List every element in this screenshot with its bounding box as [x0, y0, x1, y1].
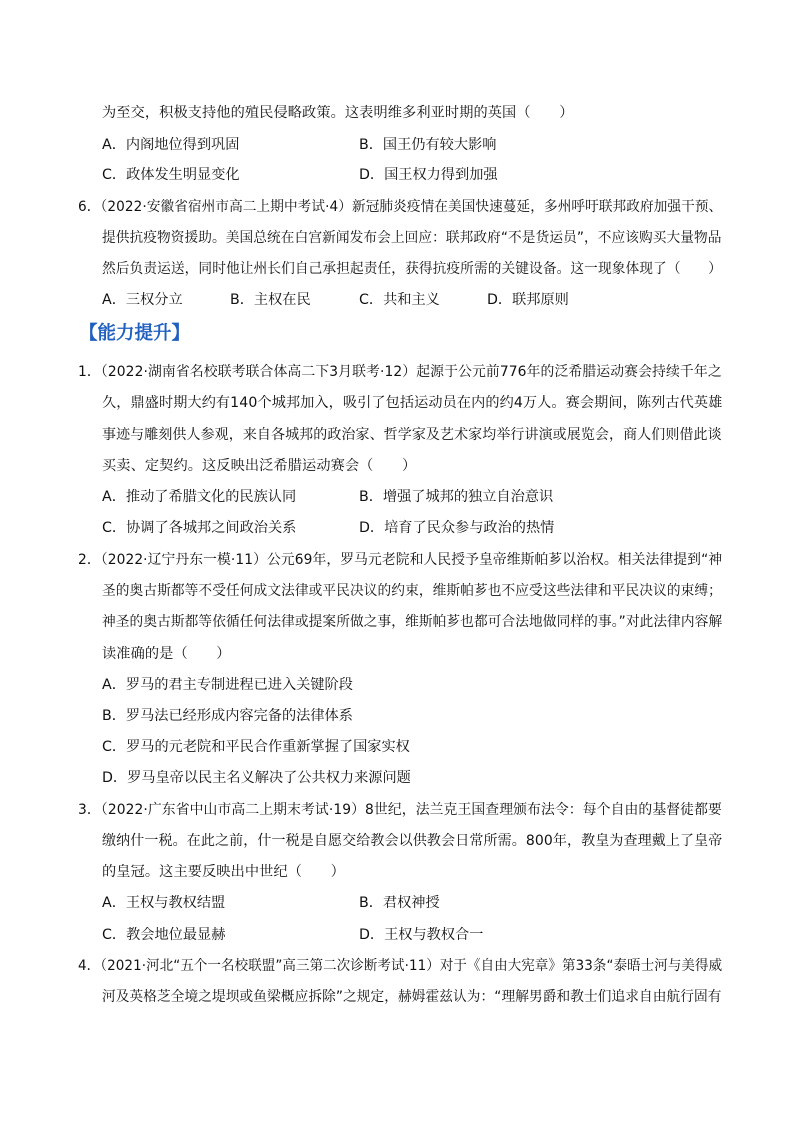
option-b: B．国王仍有较大影响 — [359, 137, 497, 153]
question-text-line: 神圣的奥古斯都等依循任何法律或提案所做之事，维斯帕芗也都可合法地做同样的事。”对此法律内容解 — [102, 614, 723, 630]
option-a: A．罗马的君主专制进程已进入关键阶段 — [102, 677, 353, 693]
option-c: C．协调了各城邦之间政治关系 — [102, 520, 297, 536]
option-b: B．罗马法已经形成内容完备的法律体系 — [102, 708, 353, 724]
option-c: C．共和主义 — [359, 292, 440, 308]
option-b: B．主权在民 — [230, 292, 311, 308]
option-d: D．王权与教权合一 — [359, 927, 484, 943]
option-d: D．国王权力得到加强 — [359, 167, 498, 183]
question-text-line: 圣的奥古斯都等不受任何成文法律或平民决议的约束，维斯帕芗也不应受这些法律和平民决议的束缚； — [102, 583, 722, 599]
option-c: C．政体发生明显变化 — [102, 167, 240, 183]
question-text-line: 久，鼎盛时期大约有140个城邦加入，吸引了包括运动员在内的约4万人。赛会期间，陈列古代英雄 — [102, 395, 723, 411]
option-b: B．增强了城邦的独立自治意识 — [359, 489, 554, 505]
question-text-line: 河及英格芝全境之堤坝或鱼梁概应拆除”之规定，赫姆霍兹认为：“理解男爵和教士们追求自由航行固有 — [102, 989, 722, 1005]
option-c: C．罗马的元老院和平民合作重新掌握了国家实权 — [102, 739, 410, 755]
option-a: A．推动了希腊文化的民族认同 — [102, 489, 297, 505]
option-b: B．君权神授 — [359, 895, 440, 911]
question-2-text: 2．（2022·辽宁丹东一模·11）公元69年，罗马元老院和人民授予皇帝维斯帕芗以治权。相关法律提到“神 — [78, 552, 723, 568]
question-text-line: 缴纳什一税。在此之前，什一税是自愿交给教会以供教会日常所需。800年，教皇为查理戴上了皇帝 — [102, 833, 723, 849]
question-text-line: 事迹与雕刻供人参观，来自各城邦的政治家、哲学家及艺术家均举行讲演或展览会，商人们则借此谈 — [102, 427, 722, 443]
question-text-line: 然后负责运送，同时他让州长们自己承担起责任，获得抗疫所需的关键设备。这一现象体现了（ ） — [102, 261, 722, 277]
question-text-line: 的皇冠。这主要反映出中世纪（ ） — [102, 864, 345, 880]
option-d: D．罗马皇帝以民主名义解决了公共权力来源问题 — [102, 770, 411, 786]
option-a: A．三权分立 — [102, 292, 183, 308]
question-text-line: 提供抗疫物资援助。美国总统在白宫新闻发布会上回应：联邦政府“不是货运员”，不应该购买大量物品 — [102, 230, 722, 246]
question-1-text: 1．（2022·湖南省名校联考联合体高二下3月联考·12）起源于公元前776年的泛希腊运动赛会持续千年之 — [78, 364, 722, 380]
question-text-line: 读准确的是（ ） — [102, 646, 231, 662]
option-c: C．教会地位最显赫 — [102, 927, 226, 943]
option-d: D．培育了民众参与政治的热情 — [359, 520, 555, 536]
question-4-text: 4．（2021·河北“五个一名校联盟”高三第二次诊断考试·11）对于《自由大宪章》第33条“泰晤士河与美得威 — [78, 958, 723, 974]
question-3-text: 3．（2022·广东省中山市高二上期末考试·19）8世纪，法兰克王国查理颁布法令：每个自由的基督徒都要 — [78, 802, 722, 818]
question-text-line: 买卖、定契约。这反映出泛希腊运动赛会（ ） — [102, 458, 417, 474]
question-text-line: 为至交，积极支持他的殖民侵略政策。这表明维多利亚时期的英国（ ） — [102, 105, 574, 121]
option-a: A．王权与教权结盟 — [102, 895, 226, 911]
section-title: 【能力提升】 — [79, 323, 191, 344]
question-6-text: 6．（2022·安徽省宿州市高二上期中考试·4）新冠肺炎疫情在美国快速蔓延，多州呼吁联邦政府加强干预、 — [78, 199, 723, 215]
option-a: A．内阁地位得到巩固 — [102, 137, 240, 153]
option-d: D．联邦原则 — [487, 292, 569, 308]
